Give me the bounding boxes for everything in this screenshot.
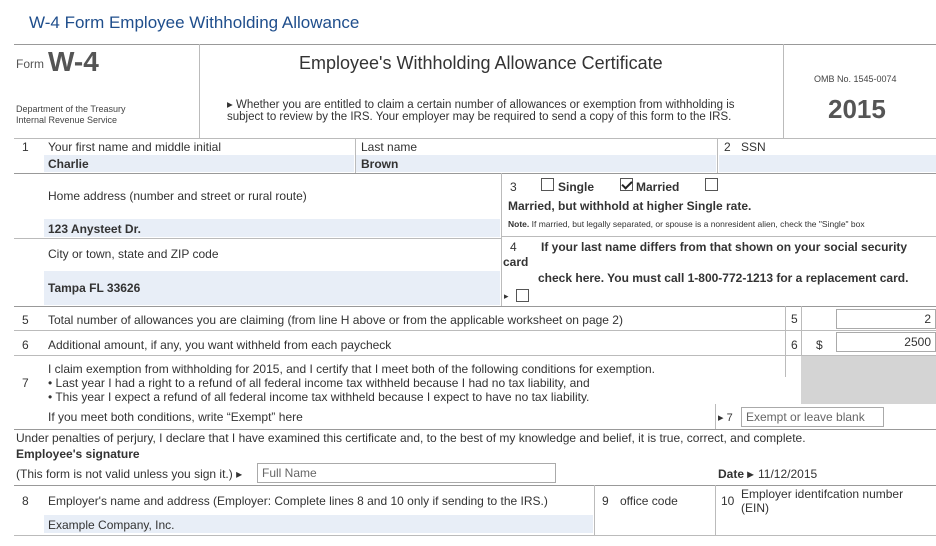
form-label: Form — [16, 57, 44, 71]
line6-box-number: 6 — [791, 338, 798, 352]
line8-bottom-border — [14, 535, 936, 536]
page-title: W-4 Form Employee Withholding Allowance — [29, 13, 360, 32]
ssn-divider — [717, 138, 718, 173]
signature-top-border — [14, 429, 936, 430]
line1-top-border — [14, 138, 936, 139]
ein-label-line1: Employer identifcation number — [741, 487, 904, 501]
ein-label-line2: (EIN) — [741, 501, 769, 515]
married-checkbox[interactable] — [620, 178, 633, 191]
line7-number: 7 — [22, 376, 29, 390]
line4-text3: check here. You must call 1-800-772-1213 for a replacement card. — [538, 271, 909, 285]
line7-box-divider — [715, 404, 716, 429]
allowances-value: 2 — [924, 312, 931, 326]
line5-box-divider — [785, 306, 786, 377]
office-code-number: 9 — [602, 494, 609, 508]
ssn-label: SSN — [741, 140, 766, 154]
line7-gray-box — [801, 356, 936, 404]
married-label: Married — [636, 180, 680, 194]
line1-divider — [355, 138, 356, 173]
line4-text1: If your last name differs from that shown on your social security — [541, 240, 908, 254]
line5-box-number: 5 — [791, 312, 798, 326]
line7-text3: • This year I expect a refund of all federal income tax withheld because I expect to have no tax liability. — [48, 390, 590, 404]
allowances-input[interactable] — [836, 309, 936, 329]
line1-number: 1 — [22, 140, 29, 154]
line7-top-border — [14, 355, 936, 356]
city-top-border — [14, 238, 501, 239]
single-label: Single — [558, 180, 595, 194]
address-right-divider — [501, 173, 502, 306]
married-higher-checkbox[interactable] — [705, 178, 718, 191]
signature-label: Employee's signature — [16, 447, 140, 461]
home-address-label: Home address (number and street or rural route) — [48, 189, 307, 203]
line4-number: 4 — [510, 240, 517, 254]
address-top-border — [14, 173, 936, 174]
line5-top-border — [14, 306, 936, 307]
line4-arrow: ▸ — [504, 291, 509, 301]
line4-checkbox[interactable] — [516, 289, 529, 302]
exempt-input[interactable] — [741, 407, 884, 427]
dept-line1: Department of the Treasury — [16, 104, 126, 114]
dept-line2: Internal Revenue Service — [16, 115, 118, 125]
line8-top-border — [14, 485, 936, 486]
first-name-field[interactable] — [44, 155, 354, 172]
notice-line2: subject to review by the IRS. Your employer may be required to send a copy of this form to the IRS. — [227, 111, 732, 123]
additional-amount-input[interactable] — [836, 332, 936, 352]
employer-name-label: Employer's name and address (Employer: Complete lines 8 and 10 only if sending to the IRS.) — [48, 494, 548, 508]
header-top-border — [14, 44, 936, 45]
line7-box-label: ▸ 7 — [718, 412, 733, 424]
line7-text4: If you meet both conditions, write “Exempt” here — [48, 410, 303, 424]
line4-text2: card — [503, 255, 529, 269]
line3-note — [508, 219, 865, 229]
perjury-statement: Under penalties of perjury, I declare that I have examined this certificate and, to the best of my knowledge and belief, it is true, correct, and complete. — [16, 431, 806, 445]
form-number: W-4 — [48, 46, 99, 77]
omb-number: OMB No. 1545-0074 — [814, 74, 897, 84]
line5-number: 5 — [22, 313, 29, 327]
line7-text1: I claim exemption from withholding for 2015, and I certify that I meet both of the following conditions for exemption. — [48, 362, 655, 376]
last-name-field[interactable] — [356, 155, 716, 172]
signature-input[interactable] — [257, 463, 556, 483]
married-higher-label: Married, but withhold at higher Single rate. — [508, 199, 752, 213]
line6-top-border — [14, 330, 936, 331]
ein-number: 10 — [721, 494, 735, 508]
office-code-label: office code — [620, 494, 678, 508]
ssn-field[interactable] — [719, 155, 936, 172]
tax-year: 2015 — [828, 94, 886, 124]
employer-name-value: Example Company, Inc. — [48, 518, 175, 532]
ssn-number: 2 — [724, 140, 731, 154]
first-name-label: Your first name and middle initial — [48, 140, 221, 154]
line4-top-border — [501, 236, 936, 237]
line3-number: 3 — [510, 180, 517, 194]
date-value[interactable]: 11/12/2015 — [758, 467, 818, 481]
office-code-divider — [594, 485, 595, 535]
last-name-value: Brown — [361, 157, 399, 171]
header-divider-left — [199, 44, 200, 138]
form-title: Employee's Withholding Allowance Certificate — [299, 53, 663, 73]
additional-amount-value: 2500 — [904, 335, 931, 349]
line3-note-bold: Note. — [508, 219, 530, 229]
notice-line1: ▸ Whether you are entitled to claim a certain number of allowances or exemption from withholding is — [227, 99, 735, 111]
line6-label: Additional amount, if any, you want withheld from each paycheck — [48, 338, 392, 352]
date-label: Date ▸ — [718, 467, 754, 481]
signature-note: (This form is not valid unless you sign it.) ▸ — [16, 467, 243, 481]
home-address-value: 123 Anysteet Dr. — [48, 222, 141, 236]
first-name-value: Charlie — [48, 157, 89, 171]
line7-text2: • Last year I had a right to a refund of all federal income tax withheld because I had no tax liability, and — [48, 376, 590, 390]
city-value: Tampa FL 33626 — [48, 281, 141, 295]
line8-number: 8 — [22, 494, 29, 508]
last-name-label: Last name — [361, 140, 418, 154]
ein-divider — [715, 485, 716, 535]
signature-placeholder: Full Name — [262, 466, 317, 480]
line5-label: Total number of allowances you are claiming (from line H above or from the applicable worksheet on page 2) — [48, 313, 623, 327]
single-checkbox[interactable] — [541, 178, 554, 191]
line3-note-text: If married, but legally separated, or spouse is a nonresident alien, check the "Single" box — [531, 219, 865, 229]
exempt-placeholder: Exempt or leave blank — [746, 410, 865, 424]
line6-number: 6 — [22, 338, 29, 352]
currency-symbol: $ — [816, 338, 823, 352]
city-label: City or town, state and ZIP code — [48, 247, 219, 261]
header-divider-right — [783, 44, 784, 138]
